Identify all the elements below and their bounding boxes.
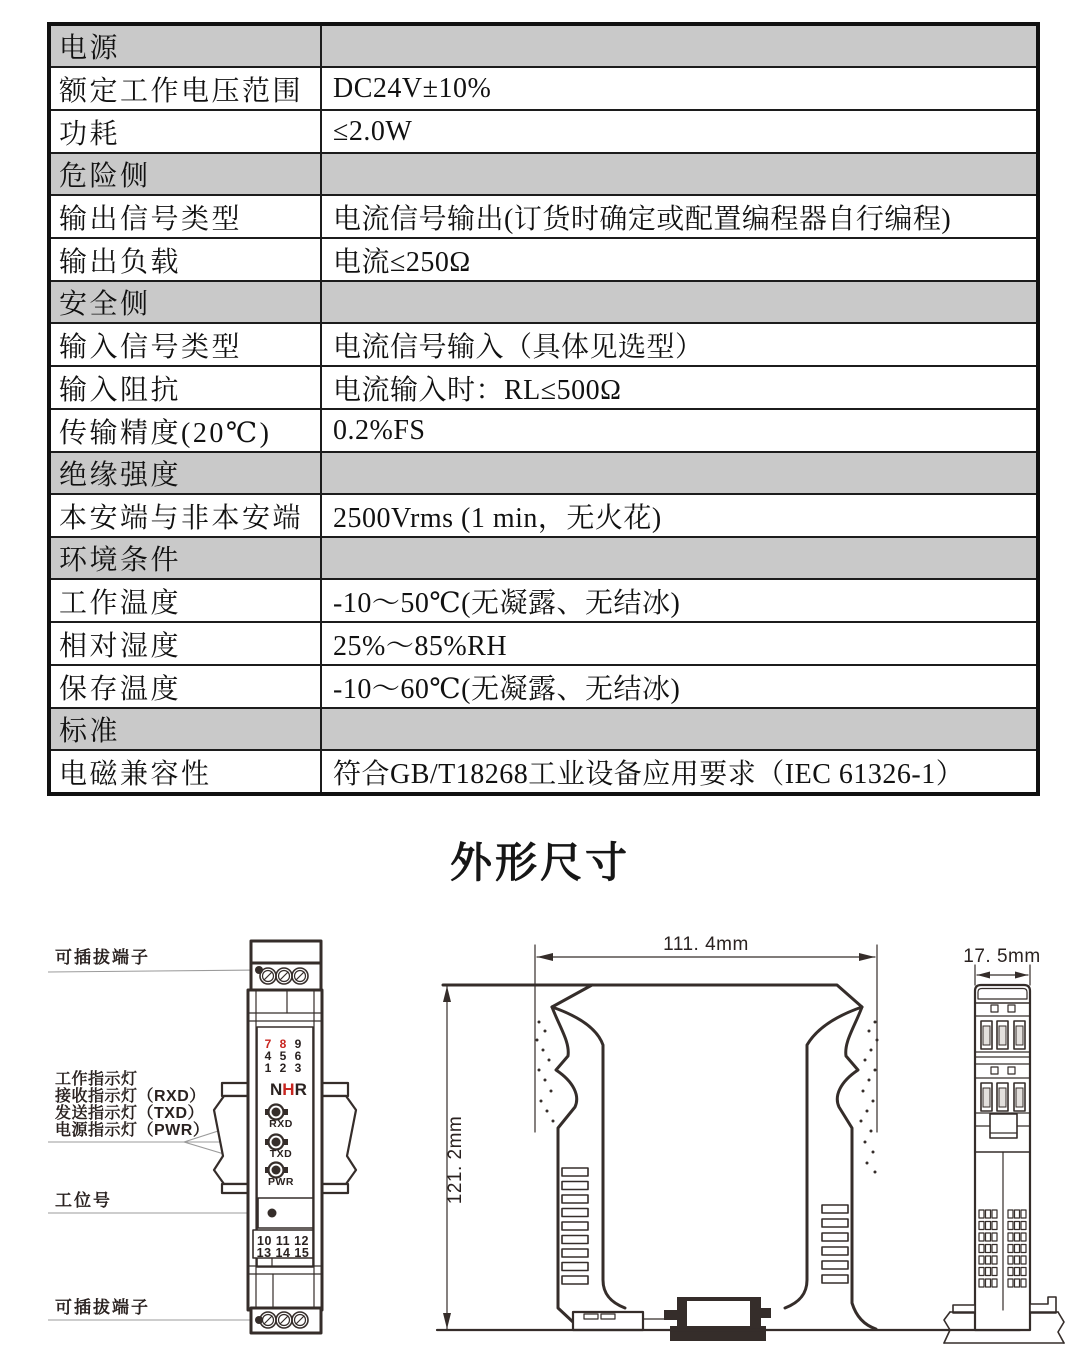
- spec-section-row: [49, 24, 1038, 67]
- spec-label: 环境条件: [49, 537, 321, 579]
- spec-section-row: [49, 708, 1038, 750]
- indicator-callouts: [54, 1069, 209, 1139]
- station-number-box: [258, 1198, 313, 1228]
- housing-profile: [443, 985, 879, 1329]
- spec-row: [49, 323, 1038, 366]
- spec-value: 0.2%FS: [321, 409, 1038, 452]
- pwr-label: PWR: [268, 1176, 294, 1188]
- indicator-callout: 接收指示灯（RXD）: [55, 1088, 206, 1105]
- edge-dim-label: 17. 5mm: [963, 946, 1041, 967]
- bottom-terminal-callout: 可插拔端子: [55, 1298, 150, 1317]
- width-dimension: [535, 934, 877, 1132]
- terminal-number-row: 10 11 12: [257, 1234, 309, 1248]
- vent-slots: [562, 1168, 588, 1284]
- spec-label: 电磁兼容性: [49, 750, 321, 794]
- spec-value: 2500Vrms (1 min，无火花): [321, 494, 1038, 537]
- spec-label: 保存温度: [49, 665, 321, 708]
- spec-section-row: [49, 452, 1038, 494]
- dimension-drawings: [0, 920, 1080, 1356]
- spec-row: [49, 494, 1038, 537]
- indicator-callout: 电源指示灯（PWR）: [55, 1122, 210, 1139]
- terminal-numbers-top: [265, 1037, 302, 1075]
- terminal-number: 8: [279, 1037, 287, 1051]
- spec-label: 本安端与非本安端: [49, 494, 321, 537]
- top-terminal-block: [251, 941, 321, 990]
- spec-label: 功耗: [49, 110, 321, 153]
- spec-row: [49, 366, 1038, 409]
- spec-label: 安全侧: [49, 281, 321, 323]
- spec-value: 25%～85%RH: [321, 622, 1038, 665]
- indicator-callout: 工作指示灯: [55, 1071, 138, 1088]
- station-callout: 工位号: [55, 1191, 112, 1210]
- spec-label: 输入阻抗: [49, 366, 321, 409]
- spec-value: 电流信号输入（具体见选型）: [321, 323, 1038, 366]
- vent-slots: [822, 1205, 848, 1283]
- spec-value: [321, 452, 1038, 494]
- spec-section-row: [49, 153, 1038, 195]
- spec-row: [49, 238, 1038, 281]
- spec-label: 工作温度: [49, 579, 321, 622]
- side-view-drawing: [437, 934, 1020, 1341]
- front-view-drawing: [48, 941, 356, 1333]
- spec-label: 输出信号类型: [49, 195, 321, 238]
- spec-value: DC24V±10%: [321, 67, 1038, 110]
- terminal-number: 9: [294, 1037, 302, 1051]
- spec-row: [49, 750, 1038, 794]
- edge-view-drawing: [944, 946, 1064, 1343]
- edge-width-dimension: [963, 946, 1040, 985]
- spec-label: 输入信号类型: [49, 323, 321, 366]
- spec-row: [49, 409, 1038, 452]
- spec-value: [321, 537, 1038, 579]
- spec-row: [49, 195, 1038, 238]
- terminal-number: 1: [264, 1061, 272, 1075]
- top-terminal-callout: 可插拔端子: [55, 948, 150, 967]
- txd-label: TXD: [269, 1148, 293, 1160]
- spec-row: [49, 67, 1038, 110]
- spec-label: 传输精度(20℃): [49, 409, 321, 452]
- indicator-callout: 发送指示灯（TXD）: [55, 1105, 205, 1122]
- spec-section-row: [49, 281, 1038, 323]
- spec-value: [321, 708, 1038, 750]
- edge-housing: [975, 985, 1030, 1330]
- spec-label: 额定工作电压范围: [49, 67, 321, 110]
- spec-row: [49, 665, 1038, 708]
- bus-connector: [664, 1297, 771, 1341]
- bottom-terminal-block: [251, 1308, 321, 1333]
- din-clip: [573, 1312, 666, 1330]
- page-title: 外形尺寸: [449, 839, 630, 886]
- height-dim-label: 121. 2mm: [445, 1115, 466, 1205]
- break-marks: [536, 1021, 879, 1174]
- spec-row: [49, 579, 1038, 622]
- spec-label: 相对湿度: [49, 622, 321, 665]
- spec-value: 电流≤250Ω: [321, 238, 1038, 281]
- terminal-number: 5: [279, 1049, 287, 1063]
- terminal-screws: [260, 968, 308, 984]
- spec-label: 输出负载: [49, 238, 321, 281]
- spec-value: [321, 24, 1038, 67]
- terminal-number: 2: [279, 1061, 287, 1075]
- spec-value: 电流输入时：RL≤500Ω: [321, 366, 1038, 409]
- spec-value: ≤2.0W: [321, 110, 1038, 153]
- spec-label: 标准: [49, 708, 321, 750]
- spec-value: 符合GB/T18268工业设备应用要求（IEC 61326-1）: [321, 750, 1038, 794]
- terminal-number: 7: [264, 1037, 272, 1051]
- spec-label: 危险侧: [49, 153, 321, 195]
- spec-value: [321, 153, 1038, 195]
- module-body: [248, 990, 322, 1310]
- terminal-number: 4: [264, 1049, 272, 1063]
- spec-section-row: [49, 537, 1038, 579]
- width-dim-label: 111. 4mm: [663, 934, 749, 955]
- terminal-numbers-bottom: [253, 1230, 313, 1260]
- rxd-label: RXD: [269, 1118, 293, 1130]
- spec-value: 电流信号输出(订货时确定或配置编程器自行编程): [321, 195, 1038, 238]
- terminal-number: 3: [294, 1061, 302, 1075]
- spec-value: -10～60℃(无凝露、无结冰): [321, 665, 1038, 708]
- spec-value: -10～50℃(无凝露、无结冰): [321, 579, 1038, 622]
- spec-label: 电源: [49, 24, 321, 67]
- terminal-screws: [260, 1312, 308, 1328]
- terminal-number-row: 13 14 15: [256, 1246, 310, 1260]
- spec-row: [49, 622, 1038, 665]
- spec-table: [47, 22, 1040, 796]
- spec-value: [321, 281, 1038, 323]
- height-dimension: [443, 986, 466, 1329]
- spec-label: 绝缘强度: [49, 452, 321, 494]
- terminal-number: 6: [294, 1049, 302, 1063]
- brand-logo: NHR: [270, 1080, 307, 1099]
- spec-row: [49, 110, 1038, 153]
